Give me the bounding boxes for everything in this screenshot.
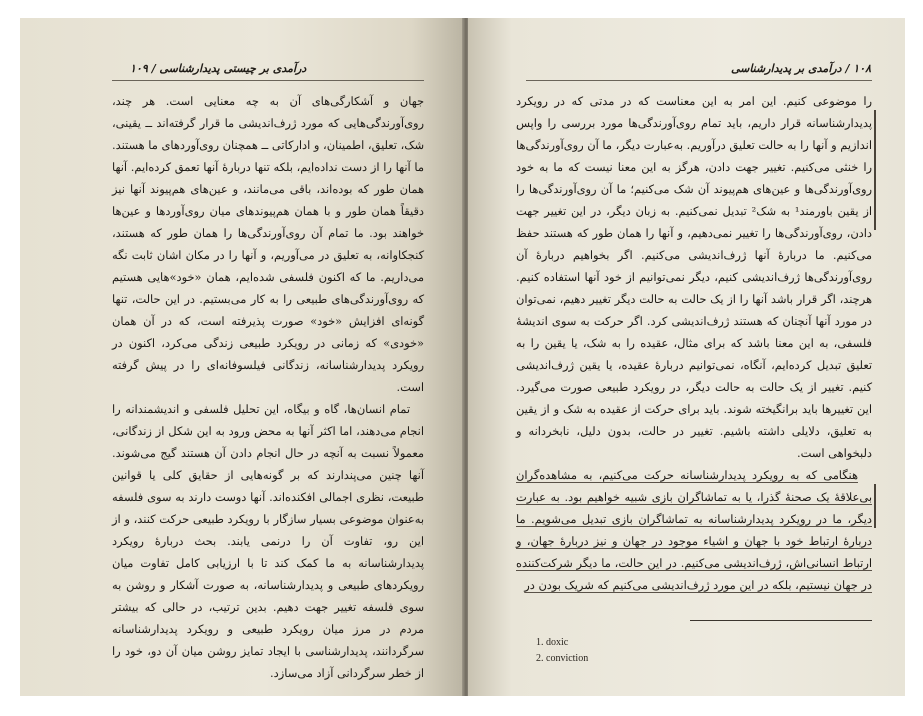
left-running-head: درآمدی بر چیستی پدیدارشناسی / ۱۰۹ bbox=[130, 62, 307, 75]
right-paragraph-2: هنگامی که به رویکرد پدیدارشناسانه حرکت می‌کنیم، به مشاهده‌گران بی‌علاقهٔ یک صحنهٔ گذرا، یا به تماشاگران بازی شبیه خواهیم بود. به عبارت دیگر، ما در رویکرد پدیدارشناسانه به تماشاگران بازی تبدیل می‌شویم. ما دربارهٔ ارتباط خود با جهان و اشیاء موجود در جهان و نیز دربارهٔ جهان، و ارتباط انسانی‌اش، ژرف‌اندیشی می‌کنیم. در این حالت، ما دیگر شرکت‌کننده در جهان نیستیم، بلکه در این مورد ژرف‌اندیشی می‌کنیم که شریک بودن در bbox=[516, 468, 872, 592]
footnote-1: 1. doxic bbox=[536, 637, 569, 648]
margin-bracket-mark bbox=[874, 484, 876, 528]
left-paragraph-2: تمام انسان‌ها، گاه و بیگاه، این تحلیل فلسفی و اندیشمندانه را انجام می‌دهند، اما اکثر آنها به محض ورود به این شکل از زندگانی، معمولاً نسبت به آنچه در حال انجام دادن آن هستند گیج می‌شوند. آنها چنین می‌پندارند که بر گونه‌هایی از حقایق کلی یا قوانین طبیعت، نظری اجمالی افکنده‌اند. آنها دوست دارند به سوی فلسفه به‌عنوان موضوعی بسیار سازگار با رویکرد طبیعی حرکت کنند، و از این رو، تفاوت آن را درنمی یابند. بحث دربارهٔ رویکرد پدیدارشناسانه به ما کمک کند تا با ارزیابی کامل تفاوت میان رویکردهای طبیعی و پدیدارشناسانه، به صورت آشکار و روشن به سوی فلسفه تغییر جهت دهیم. بدین ترتیب، در حالی که بیشتر مردم در مرز میان رویکرد طبیعی و رویکرد پدیدارشناسانه سرگردانند، پدیدارشناسی با ایجاد تمایز روشن میان آن دو، خود را از خطر سرگردانی آزاد می‌سازد. bbox=[112, 402, 424, 680]
left-header-rule bbox=[112, 80, 424, 81]
footnote-2: 2. conviction bbox=[536, 653, 589, 664]
right-page bbox=[468, 18, 905, 696]
margin-bracket-mark bbox=[874, 110, 876, 230]
left-paragraph-1: جهان و آشکارگی‌های آن به چه معنایی است. هر چند، روی‌آورندگی‌هایی که مورد ژرف‌اندیشی ما قرار گرفته‌اند ــ یقینی، شک، تعلیق، اطمینان، و ادارکاتی ــ همچنان روی‌آوردهای ما هستند. ما آنها را از دست نداده‌ایم، بلکه تنها دربارهٔ آنها تعمق کرده‌ایم. آنها همان طور که بوده‌اند، باقی می‌مانند، و عین‌های هم‌پیوند آنها نیز دقیقاً همان طور و با همان هم‌پیوندهای میان روی‌آوردها و عین‌ها خواهند بود. ما تمام آن روی‌آورندگی‌ها را همان طور که هستند، کنجکاوانه، به تعلیق در می‌آوریم، و آنها را در مکان اشان ثابت نگه می‌داریم. ما که اکنون فلسفی شده‌ایم، همان «خود»هایی هستیم که روی‌آورندگی‌های طبیعی را به کار می‌بستیم. در این حالت، تنها گونه‌ای افزایش «خود» صورت پذیرفته است، که در آن همان «خودی» که زمانی در رویکرد طبیعی زندگی می‌کرد، اکنون در رویکرد پدیدارشناسانه، زندگانی فیلسوفانه‌ای را در پیش گرفته است. bbox=[112, 94, 424, 394]
left-page bbox=[20, 18, 465, 696]
right-body-text bbox=[516, 90, 872, 596]
right-paragraph-1: را موضوعی کنیم. این امر به این معناست که در مدتی که در رویکرد پدیدارشناسانه قرار داریم، باید تمام روی‌آورندگی‌ها مورد بررسی را واپس اندازیم و آنها را به حالت تعلیق درآوریم. به‌عبارت دیگر، ما آن روی‌آورندگی‌ها را خنثی می‌کنیم. تغییر جهت دادن، هرگز به این معنا نیست که ما به خود روی‌آورندگی‌ها و عین‌های هم‌پیوند آن شک می‌کنیم؛ ما آن روی‌آورندگی‌ها را از یقین باورمند¹ به شک² تبدیل نمی‌کنیم. به زبان دیگر، در این تغییر جهت دادن، روی‌آورندگی‌ها را تغییر نمی‌دهیم، و آنها را همان طور که هستند حفظ می‌کنیم. ما دربارهٔ آنها ژرف‌اندیشی می‌کنیم. اگر بخواهیم دربارهٔ آن روی‌آورندگی‌ها ژرف‌اندیشی کنیم، دیگر نمی‌توانیم از خود آنها استفاده کنیم. هرچند، اگر قرار باشد آنها را از یک حالت به حالت دیگر تغییر دهیم، نمی‌توان در مورد آنها آنچنان که هستند ژرف‌اندیشی کرد. اگر حرکت به سوی اندیشهٔ فلسفی، به این معنا باشد که برای مثال، عقیده را به شک، یا یقین را به تعلیق تبدیل کرده‌ایم، آنگاه، نمی‌توانیم دربارهٔ عقیده، یا یقین ژرف‌اندیشی کنیم. تغییر از یک حالت به حالت دیگر، در رویکرد طبیعی صورت می‌گیرد. این تغییرها باید برانگیخته شوند. باید برای حرکت از عقیده به شک و از یقین به تعلیق، دلایلی داشته باشیم. تغییر در حالت، بدون دلیل، نابخردانه و دلبخواهی است. bbox=[516, 94, 872, 460]
right-header-rule bbox=[526, 80, 872, 81]
right-running-head: ۱۰۸ / درآمدی بر پدیدارشناسی bbox=[730, 62, 871, 75]
open-book bbox=[20, 18, 905, 696]
footnote-rule bbox=[690, 620, 872, 621]
footnotes bbox=[536, 635, 588, 667]
left-body-text bbox=[112, 90, 424, 684]
